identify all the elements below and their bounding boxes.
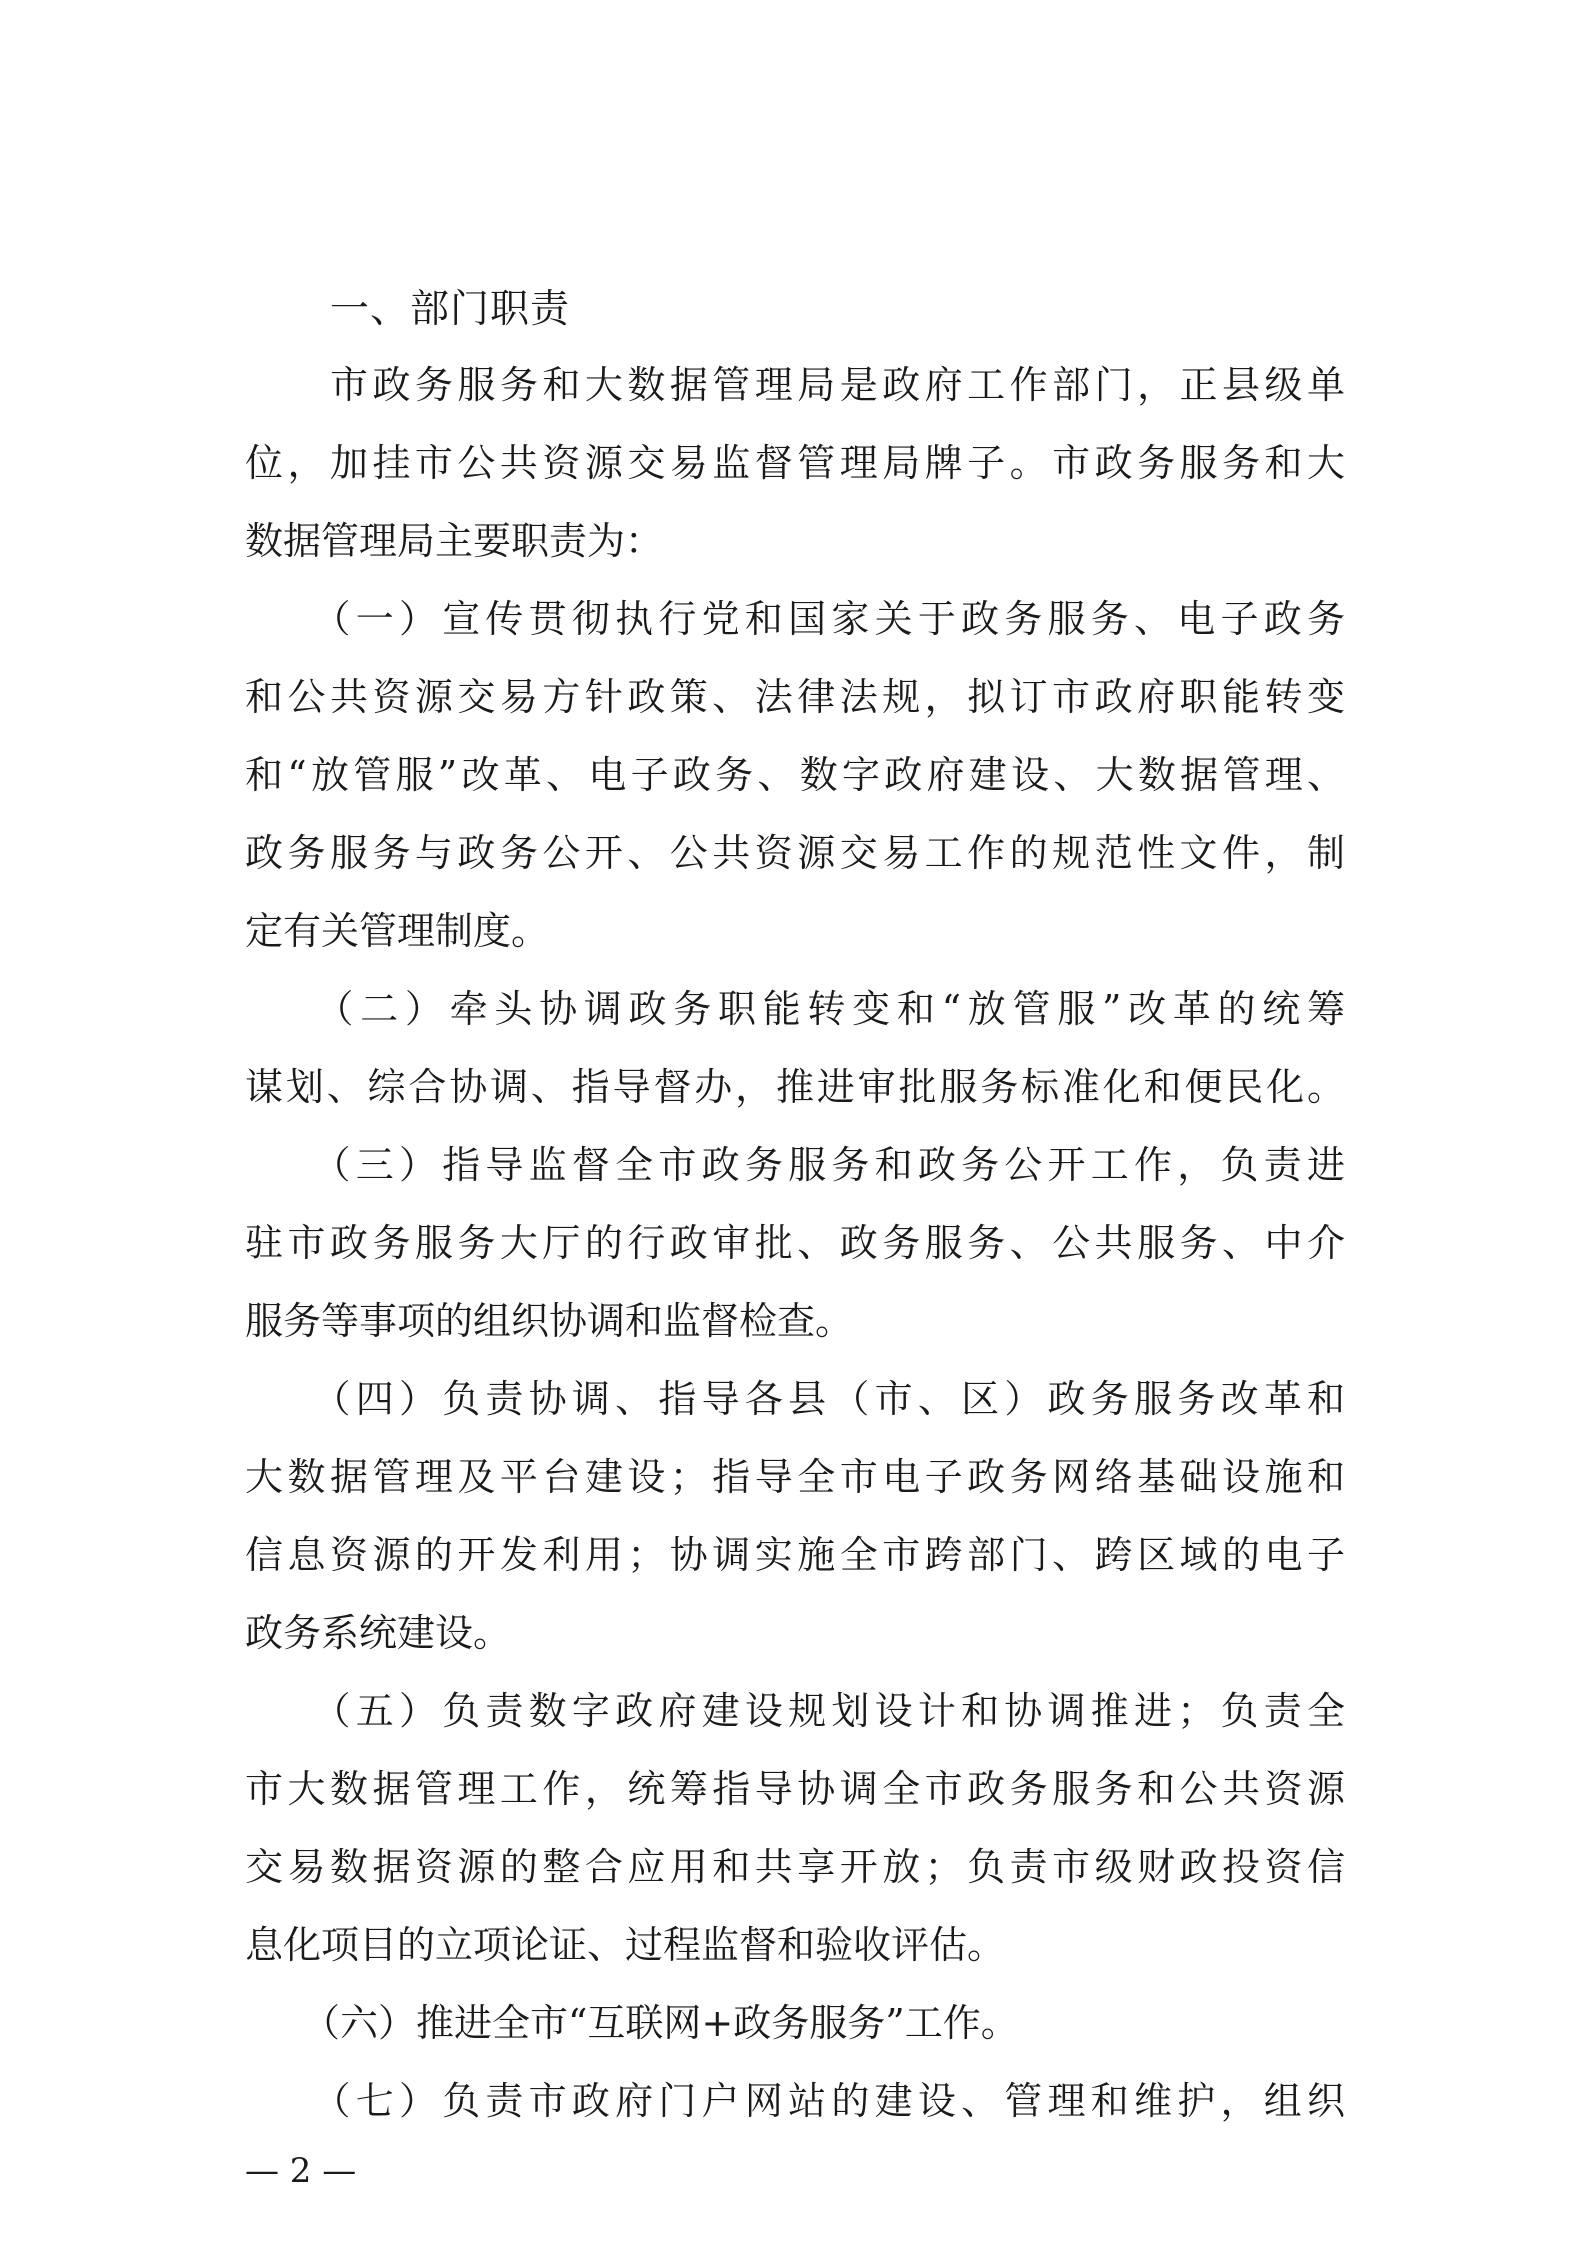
body-line: 和公共资源交易方针政策、法律法规，拟订市政府职能转变 bbox=[245, 675, 1345, 719]
body-line: 定有关管理制度。 bbox=[245, 909, 550, 953]
body-line: 大数据管理及平台建设；指导全市电子政务网络基础设施和 bbox=[245, 1455, 1345, 1499]
body-line: 市大数据管理工作，统筹指导协调全市政务服务和公共资源 bbox=[245, 1767, 1345, 1811]
body-line: 信息资源的开发利用；协调实施全市跨部门、跨区域的电子 bbox=[245, 1533, 1345, 1577]
body-line: 交易数据资源的整合应用和共享开放；负责市级财政投资信 bbox=[245, 1845, 1345, 1889]
body-line: （四）负责协调、指导各县（市、区）政务服务改革和 bbox=[245, 1377, 1345, 1421]
body-line: （五）负责数字政府建设规划设计和协调推进；负责全 bbox=[245, 1689, 1345, 1733]
page-number: — 2 — bbox=[245, 2151, 357, 2191]
body-line: 和“放管服”改革、电子政务、数字政府建设、大数据管理、 bbox=[245, 753, 1345, 797]
body-line: 数据管理局主要职责为： bbox=[245, 519, 664, 563]
body-line: 驻市政务服务大厅的行政审批、政务服务、公共服务、中介 bbox=[245, 1221, 1345, 1265]
body-line: （二）牵头协调政务职能转变和“放管服”改革的统筹 bbox=[245, 987, 1345, 1031]
body-line: （六）推进全市“互联网+政务服务”工作。 bbox=[245, 2001, 1019, 2045]
body-line: 服务等事项的组织协调和监督检查。 bbox=[245, 1299, 854, 1343]
body-line: （七）负责市政府门户网站的建设、管理和维护，组织 bbox=[245, 2079, 1345, 2123]
body-line: 位，加挂市公共资源交易监督管理局牌子。市政务服务和大 bbox=[245, 441, 1345, 485]
section-heading: 一、部门职责 bbox=[330, 287, 571, 332]
body-line: 政务服务与政务公开、公共资源交易工作的规范性文件，制 bbox=[245, 831, 1345, 875]
body-line: （一）宣传贯彻执行党和国家关于政务服务、电子政务 bbox=[245, 597, 1345, 641]
body-line: 政务系统建设。 bbox=[245, 1611, 512, 1655]
body-line: 息化项目的立项论证、过程监督和验收评估。 bbox=[245, 1923, 1006, 1967]
body-line: 市政务服务和大数据管理局是政府工作部门，正县级单 bbox=[245, 363, 1345, 407]
body-line: （三）指导监督全市政务服务和政务公开工作，负责进 bbox=[245, 1143, 1345, 1187]
body-line: 谋划、综合协调、指导督办，推进审批服务标准化和便民化。 bbox=[245, 1065, 1345, 1109]
